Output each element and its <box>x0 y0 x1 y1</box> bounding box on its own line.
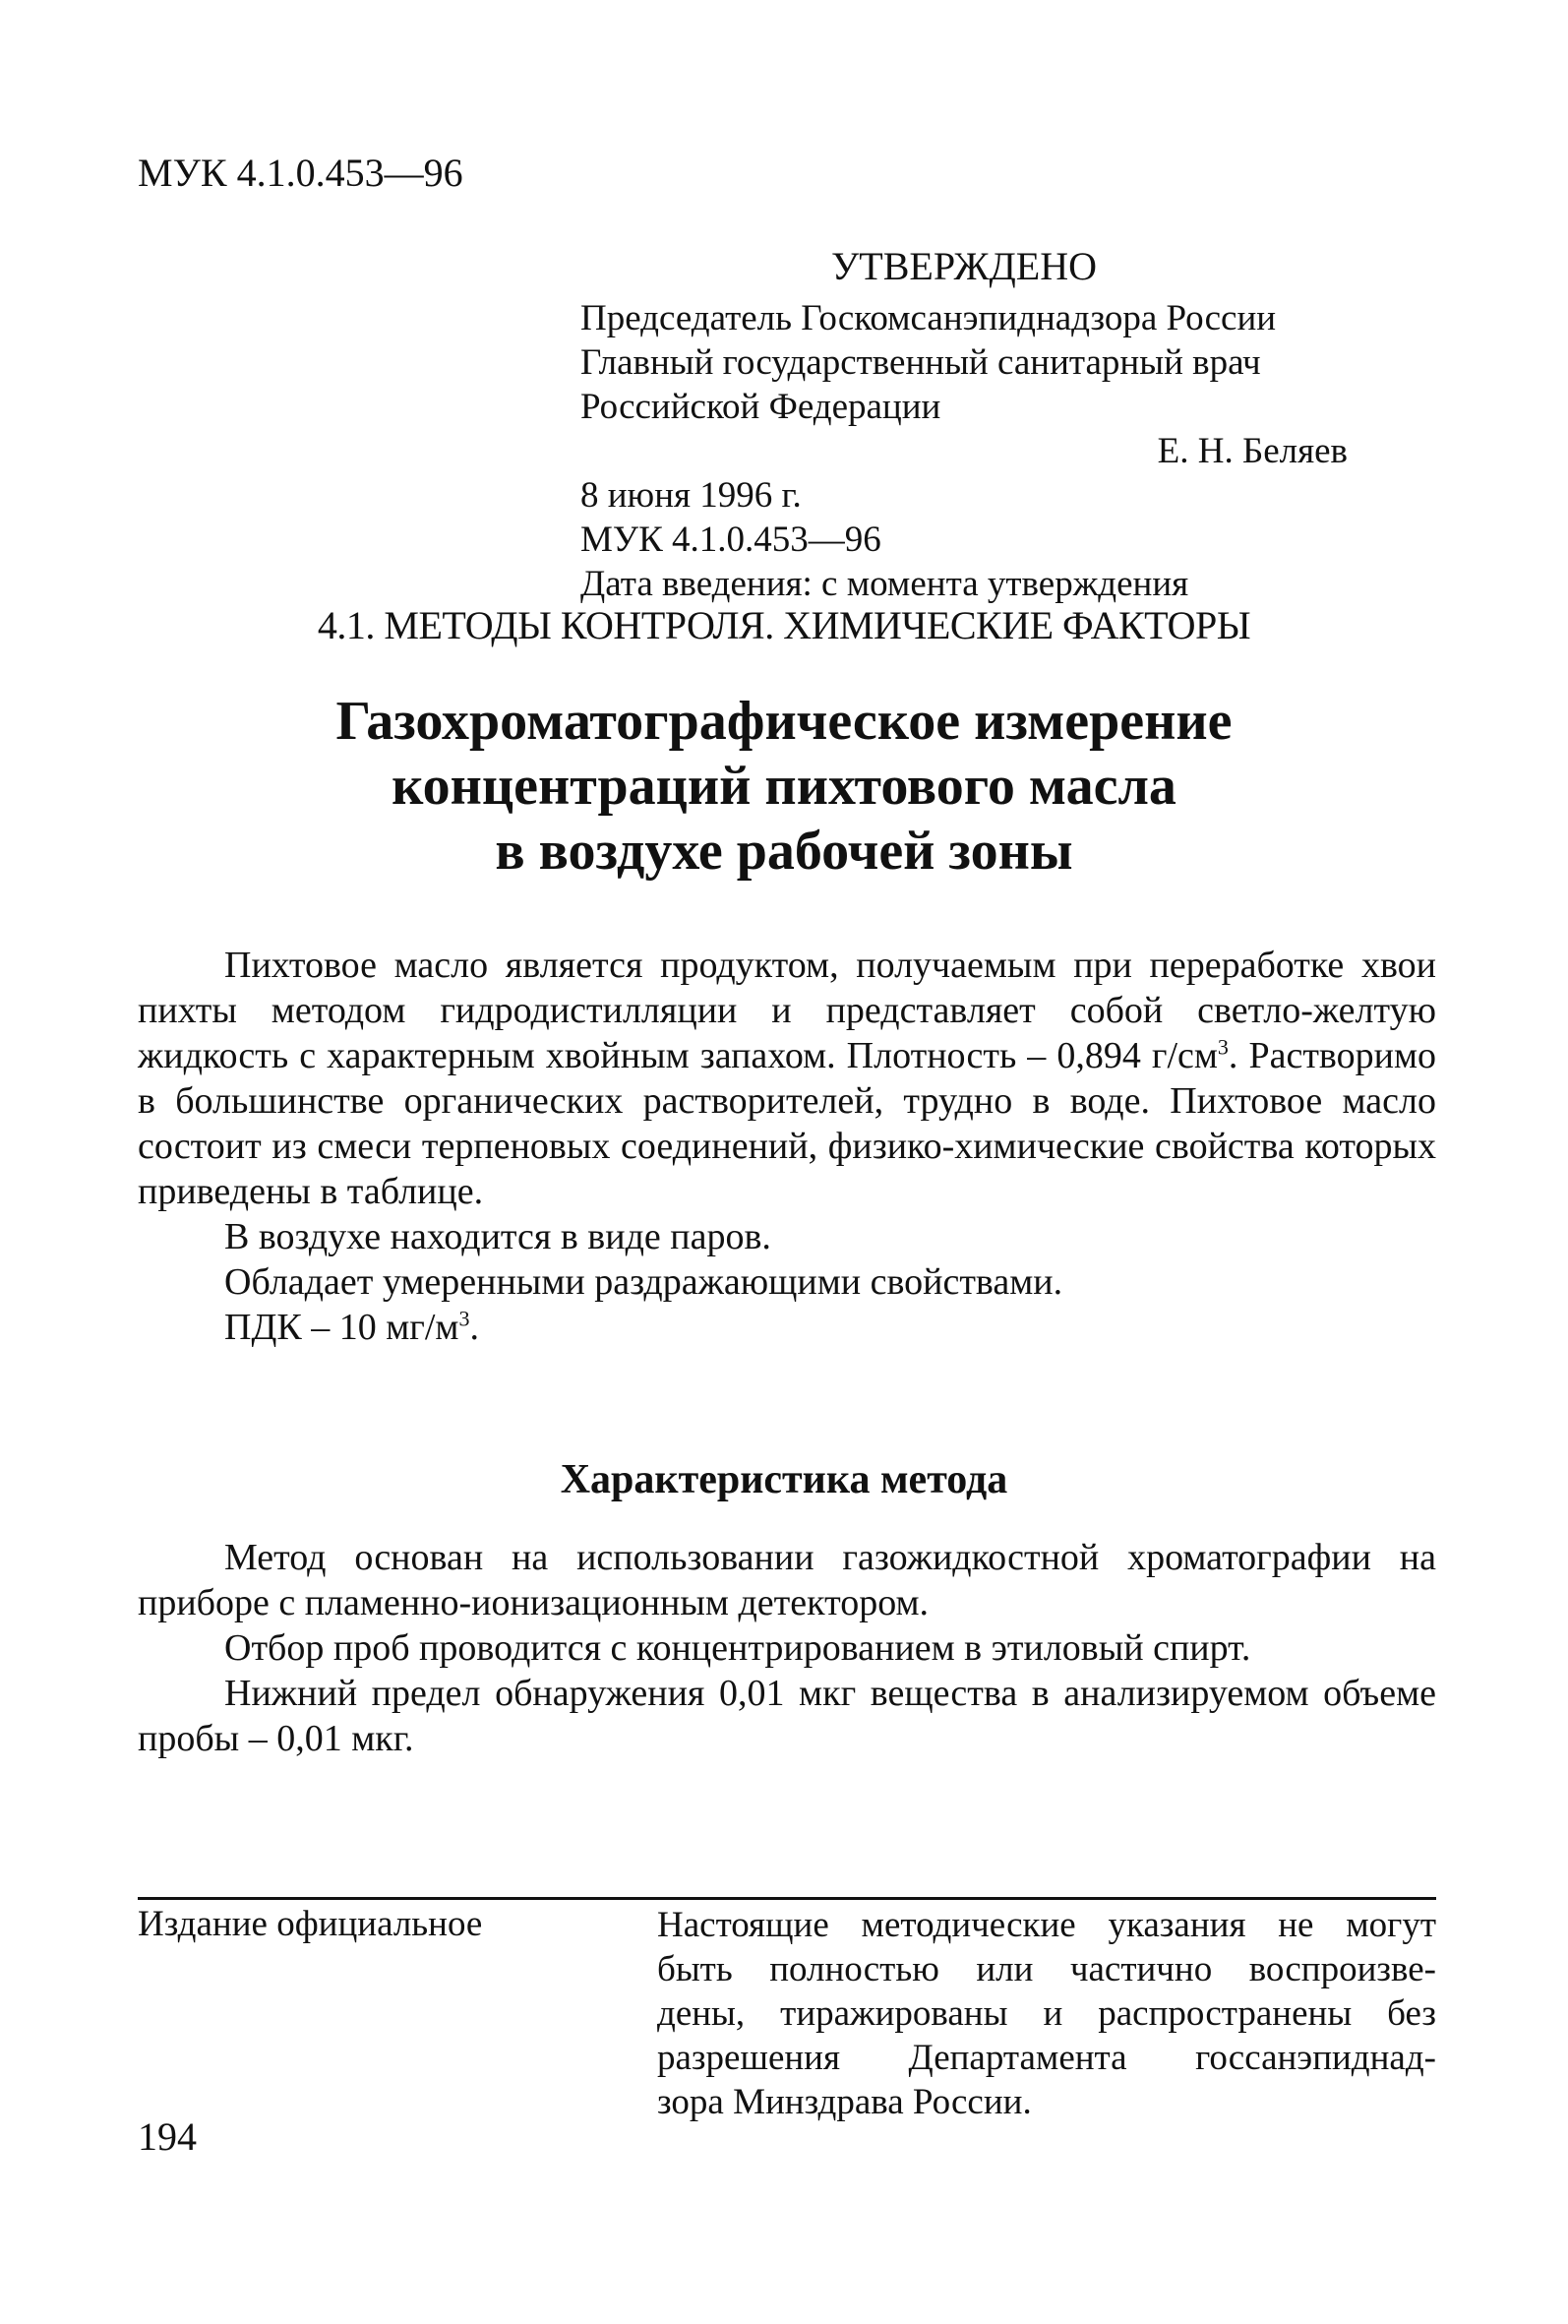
footer-divider <box>138 1897 1436 1900</box>
title-line-3: в воздухе рабочей зоны <box>495 821 1073 882</box>
method-paragraph-1: Метод основан на использовании газожидкостной хроматографии на приборе с пламенно-ионизационным детектором. <box>138 1537 1436 1623</box>
approval-effective-date: Дата введения: с момента утверждения <box>580 564 1189 604</box>
intro-paragraph-3: Обладает умеренными раздражающими свойствами. <box>224 1261 1063 1303</box>
official-edition-label: Издание официальное <box>138 1904 483 1944</box>
document-code: МУК 4.1.0.453—96 <box>138 151 463 195</box>
document-title <box>0 689 1568 884</box>
title-line-2: концентраций пихтового масла <box>392 756 1176 817</box>
approval-position-1: Председатель Госкомсанэпиднадзора России <box>580 298 1277 338</box>
approval-code: МУК 4.1.0.453—96 <box>580 520 881 560</box>
intro-paragraph-1: Пихтовое масло является продуктом, получаемым при переработке хвои пихты методом гидродистилляции и представляет собой светло-желтую жидкость с характерным хвойным запахом. Плотность – 0,894 $г/см^3$. Растворимо в большинстве органических растворителей, трудно в воде. Пихтовое масло состоит из смеси терпеновых соединений, физико-химические свойства которых приведены в таблице. <box>138 945 1436 1212</box>
method-heading: Характеристика метода <box>560 1457 1008 1502</box>
title-line-1: Газохроматографическое измерение <box>335 691 1233 752</box>
copyright-notice: Настоящие методические указания не могут быть полностью или частично воспроизве- дены, тиражированы и распространены без разрешения Департамента госсанэпиднад- зора Минздрава России. <box>657 1905 1436 2122</box>
intro-text <box>138 943 1436 1350</box>
intro-paragraph-mac: ПДК – 10 $мг/м^3$. <box>224 1306 479 1348</box>
approval-block <box>580 244 1348 606</box>
approval-position-3: Российской Федерации <box>580 387 941 427</box>
method-paragraph-3: Нижний предел обнаружения 0,01 мкг вещества в анализируемом объеме пробы – 0,01 мкг. <box>138 1673 1436 1759</box>
intro-paragraph-2: В воздухе находится в виде паров. <box>224 1216 771 1257</box>
section-heading: 4.1. МЕТОДЫ КОНТРОЛЯ. ХИМИЧЕСКИЕ ФАКТОРЫ <box>317 603 1251 647</box>
approval-signatory: Е. Н. Беляев <box>1157 431 1348 471</box>
page-number: 194 <box>138 2114 197 2159</box>
approval-position-2: Главный государственный санитарный врач <box>580 342 1261 383</box>
method-text <box>138 1535 1436 1761</box>
approval-title: УТВЕРЖДЕНО <box>830 244 1098 288</box>
approval-date: 8 июня 1996 г. <box>580 475 802 516</box>
method-paragraph-2: Отбор проб проводится с концентрированием в этиловый спирт. <box>224 1627 1251 1669</box>
